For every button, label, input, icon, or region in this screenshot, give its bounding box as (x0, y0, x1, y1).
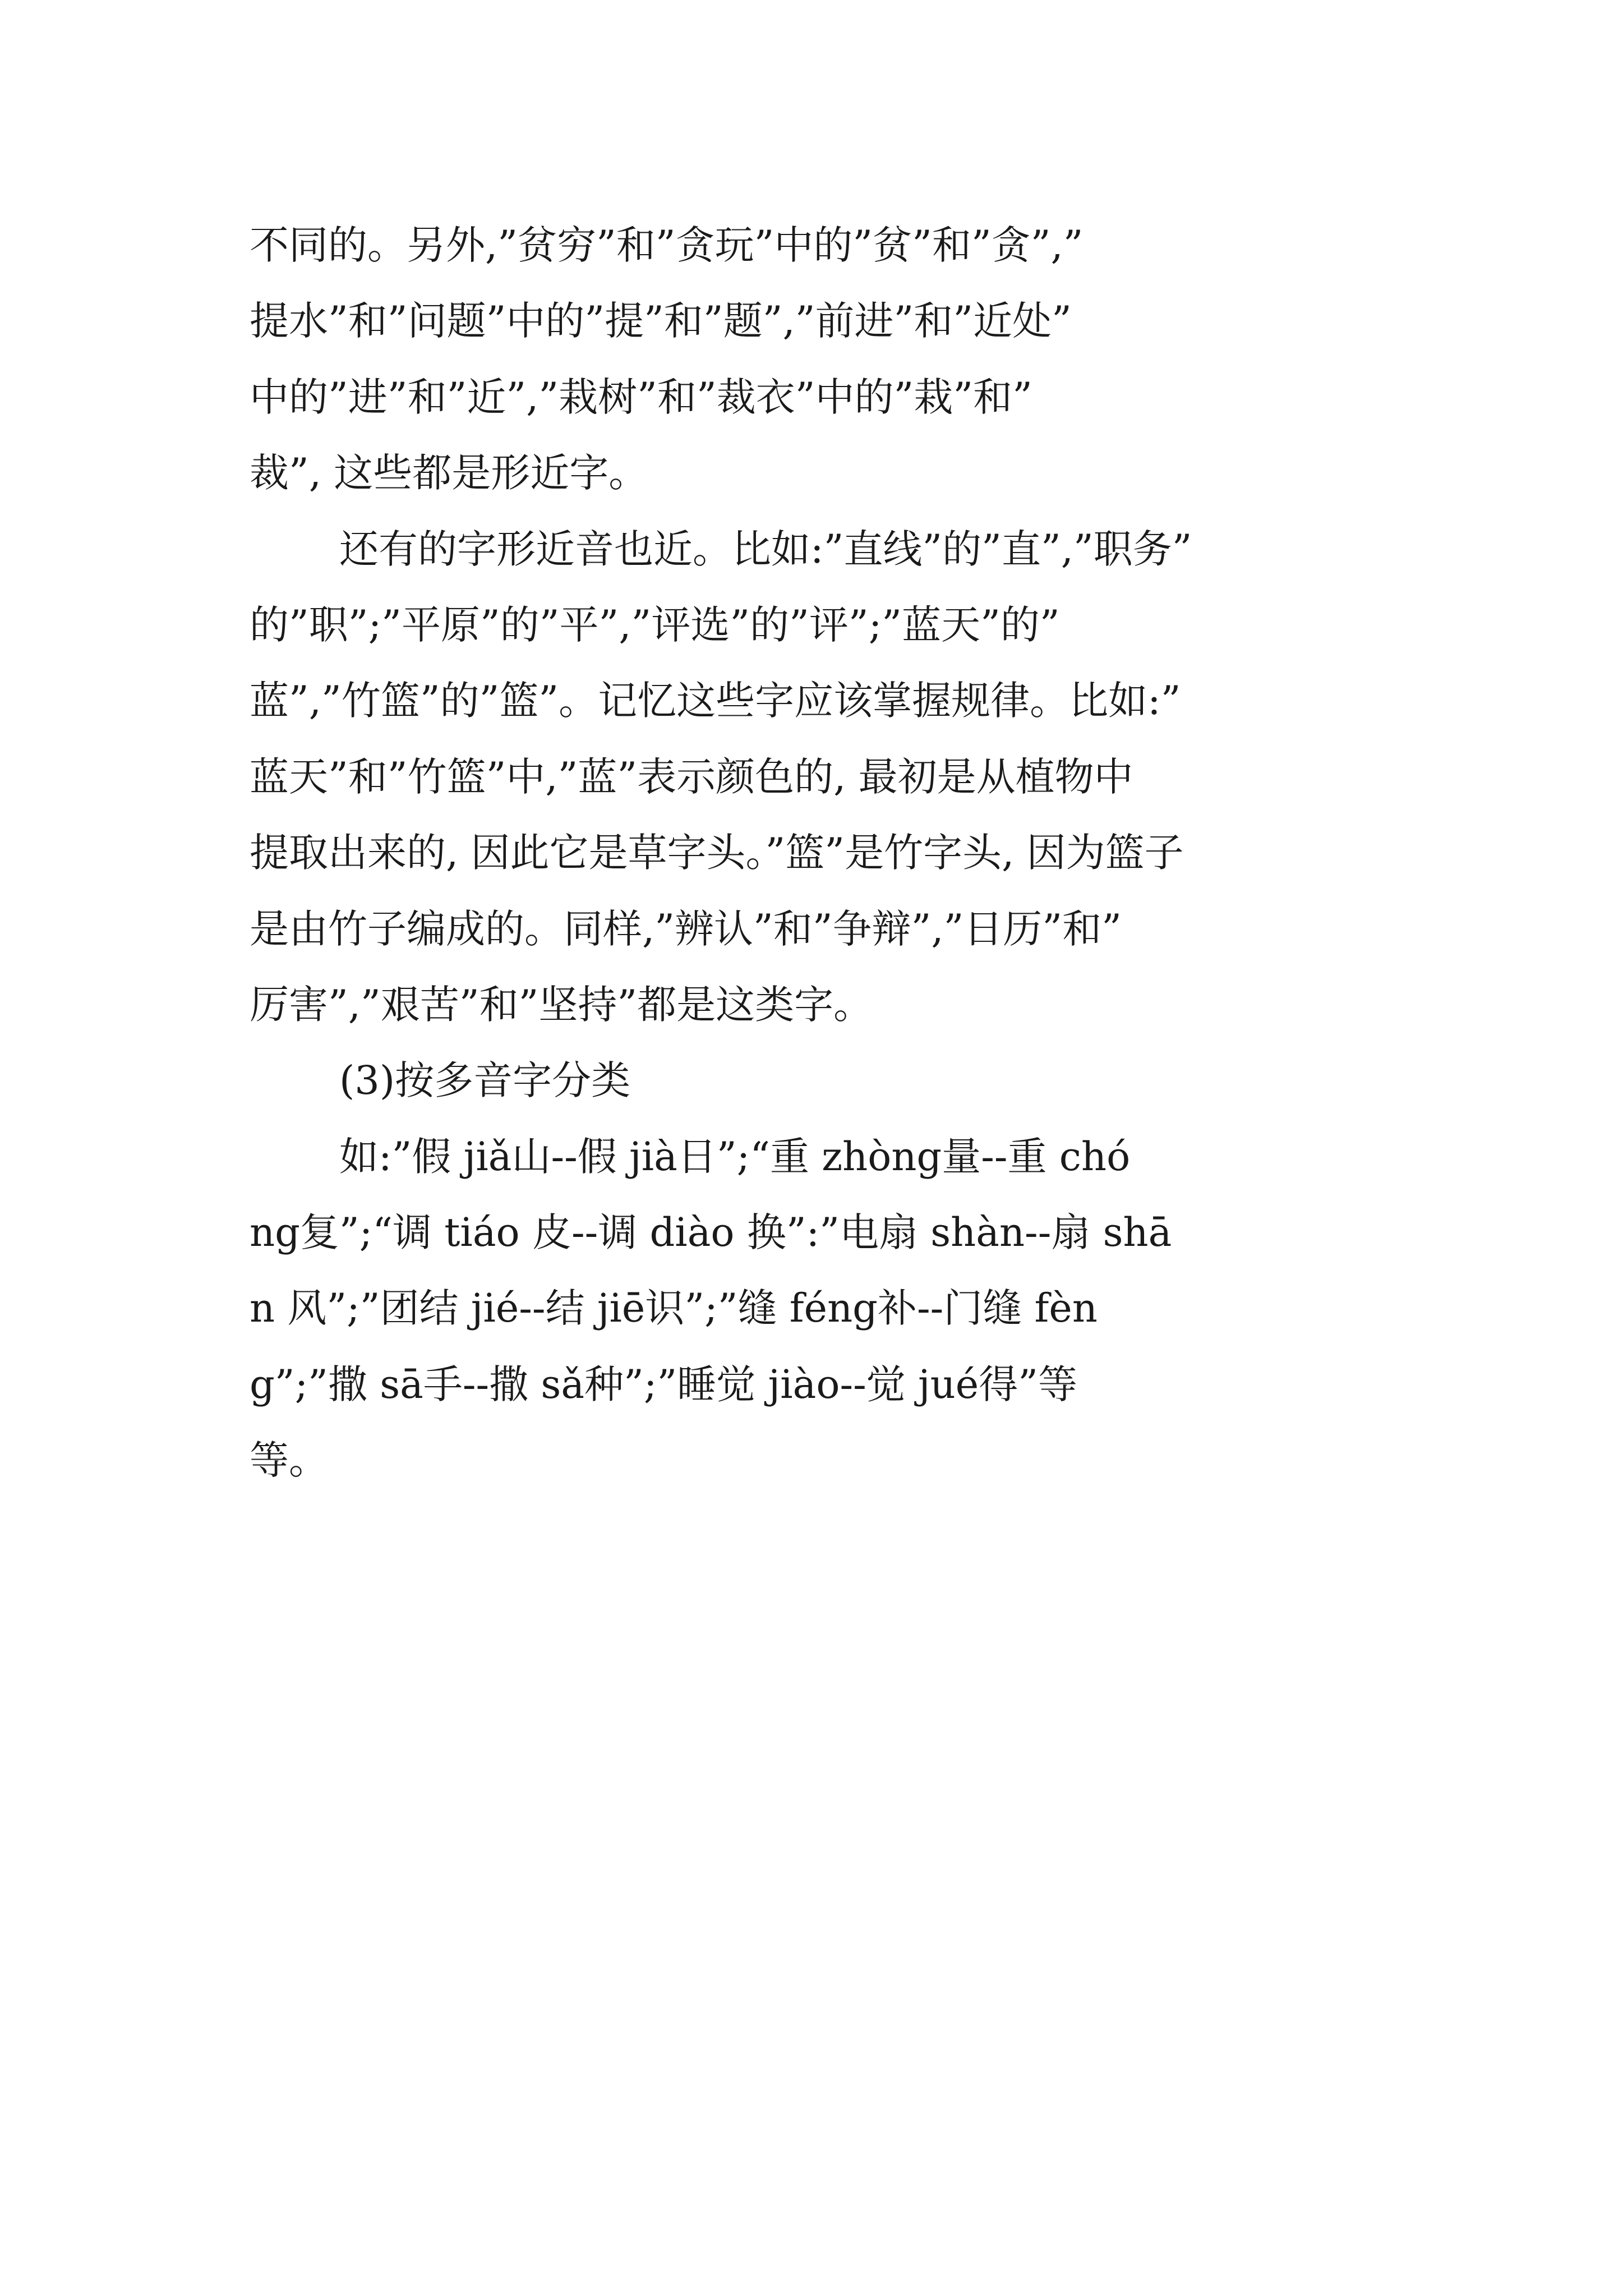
text-line: 不同的。另外,”贫穷”和”贪玩”中的”贫”和”贪”,” (250, 222, 1083, 268)
text-line: 是由竹子编成的。同样,”辨认”和”争辩”,”日历”和” (250, 905, 1122, 952)
paragraph-similar-shape (250, 208, 1388, 512)
text-line: 中的”进”和”近”,”栽树”和”裁衣”中的”栽”和” (250, 374, 1032, 420)
text-line: 还有的字形近音也近。比如:”直线”的”直”,”职务” (339, 526, 1192, 572)
text-line: 的”职”;”平原”的”平”,”评选”的”评”;”蓝天”的” (250, 601, 1060, 648)
text-line: g”;”撒 sā手--撒 sǎ种”;”睡觉 jiào--觉 jué得”等 (250, 1361, 1078, 1407)
text-line: 厉害”,”艰苦”和”坚持”都是这类字。 (250, 981, 873, 1028)
text-line: 等。 (250, 1437, 328, 1484)
text-line: ng复”;“调 tiáo 皮--调 diào 换”:”电扇 shàn--扇 shā (250, 1209, 1172, 1256)
text-line: 裁”, 这些都是形近字。 (250, 450, 648, 496)
text-line: 蓝天”和”竹篮”中,”蓝”表示颜色的, 最初是从植物中 (250, 753, 1133, 800)
text-line: 提水”和”问题”中的”提”和”题”,”前进”和”近处” (250, 298, 1072, 344)
paragraph-similar-shape-sound (250, 512, 1388, 1043)
text-line: 蓝”,”竹篮”的”篮”。记忆这些字应该掌握规律。比如:” (250, 678, 1181, 724)
section-heading-polyphonic (250, 1043, 1388, 1119)
heading-line: (3)按多音字分类 (339, 1057, 631, 1104)
paragraph-polyphonic-examples (250, 1119, 1388, 1499)
text-line: 提取出来的, 因此它是草字头。”篮”是竹字头, 因为篮子 (250, 830, 1184, 876)
document-body (250, 208, 1388, 1499)
text-line: n 风”;”团结 jié--结 jiē识”;”缝 féng补--门缝 fèn (250, 1285, 1098, 1332)
text-line: 如:”假 jiǎ山--假 jià日”;“重 zhòng量--重 chó (339, 1133, 1131, 1180)
